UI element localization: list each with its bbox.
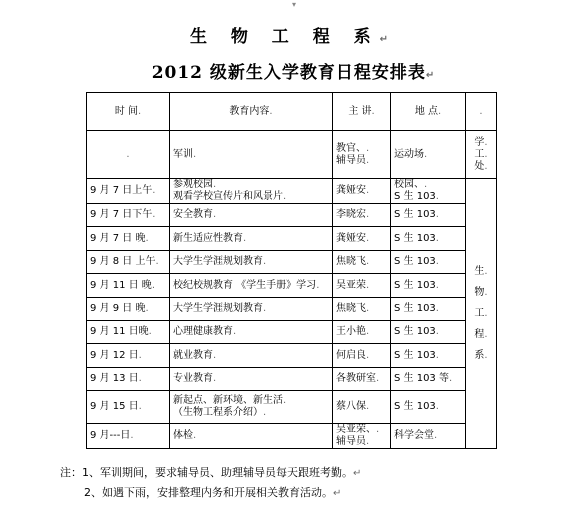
place-cell: S 生 103. <box>391 251 466 274</box>
content-cell: 就业教育. <box>170 344 333 368</box>
table-row <box>87 321 497 344</box>
speaker-cell: 王小艳. <box>333 321 391 344</box>
time-cell: 9 月 11 日晚. <box>87 321 170 344</box>
time-cell: 9 月 12 日. <box>87 344 170 368</box>
content-cell: 专业教育. <box>170 368 333 391</box>
table-row <box>87 298 497 321</box>
place-cell: 校园、. S 生 103. <box>391 179 466 204</box>
table-row <box>87 274 497 298</box>
content-cell: 安全教育. <box>170 204 333 227</box>
table-row <box>87 227 497 251</box>
content-cell: 大学生学涯规划教育. <box>170 251 333 274</box>
content-cell: 心理健康教育. <box>170 321 333 344</box>
paragraph-mark: ▾ <box>292 0 297 9</box>
content-cell: 校纪校规教育 《学生手册》学习. <box>170 274 333 298</box>
time-cell: 9 月 11 日 晚. <box>87 274 170 298</box>
table-row <box>87 424 497 449</box>
speaker-cell: 焦晓飞. <box>333 298 391 321</box>
table-row <box>87 251 497 274</box>
place-cell: S 生 103. <box>391 321 466 344</box>
table-row <box>87 179 497 204</box>
column-header: 主 讲. <box>333 93 391 131</box>
content-cell: 大学生学涯规划教育. <box>170 298 333 321</box>
notes <box>60 463 361 503</box>
content-cell: 新起点、新环境、新生活. （生物工程系介绍）. <box>170 391 333 424</box>
place-cell: S 生 103. <box>391 227 466 251</box>
content-cell: 体检. <box>170 424 333 449</box>
organizer-cell: 学. 工. 处. <box>466 131 497 179</box>
table-row <box>87 344 497 368</box>
time-cell: . <box>87 131 170 179</box>
speaker-cell: 焦晓飞. <box>333 251 391 274</box>
time-cell: 9 月 13 日. <box>87 368 170 391</box>
speaker-cell: 各教研室. <box>333 368 391 391</box>
place-cell: S 生 103. <box>391 298 466 321</box>
speaker-cell: 蔡八保. <box>333 391 391 424</box>
speaker-cell: 吴亚荣、. 辅导员. <box>333 424 391 449</box>
schedule-table <box>86 92 497 449</box>
speaker-cell: 李晓宏. <box>333 204 391 227</box>
organizer-cell: 生. 物. 工. 程. 系. <box>466 179 497 449</box>
content-cell: 军训. <box>170 131 333 179</box>
note-line-2: 2、如遇下雨，安排整理内务和开展相关教育活动。↵ <box>84 486 342 499</box>
place-cell: S 生 103. <box>391 344 466 368</box>
place-cell: S 生 103. <box>391 204 466 227</box>
schedule-title: 2012 级新生入学教育日程安排表↵ <box>151 63 436 83</box>
column-header: 教育内容. <box>170 93 333 131</box>
time-cell: 9 月---日. <box>87 424 170 449</box>
place-cell: 科学会堂. <box>391 424 466 449</box>
content-cell: 参观校园. 观看学校宣传片和风景片. <box>170 179 333 204</box>
speaker-cell: 龚娅安. <box>333 179 391 204</box>
speaker-cell: 吴亚荣. <box>333 274 391 298</box>
column-header: 时 间. <box>87 93 170 131</box>
speaker-cell: 龚娅安. <box>333 227 391 251</box>
speaker-cell: 何启良. <box>333 344 391 368</box>
place-cell: S 生 103. <box>391 391 466 424</box>
place-cell: S 生 103 等. <box>391 368 466 391</box>
table-row <box>87 391 497 424</box>
table-row <box>87 204 497 227</box>
time-cell: 9 月 7 日上午. <box>87 179 170 204</box>
header-row <box>87 93 497 131</box>
table-row <box>87 368 497 391</box>
time-cell: 9 月 7 日 晚. <box>87 227 170 251</box>
table-row <box>87 131 497 179</box>
place-cell: S 生 103. <box>391 274 466 298</box>
department-title: 生 物 工 程 系↵ <box>189 27 398 47</box>
place-cell: 运动场. <box>391 131 466 179</box>
time-cell: 9 月 15 日. <box>87 391 170 424</box>
time-cell: 9 月 8 日 上午. <box>87 251 170 274</box>
time-cell: 9 月 9 日 晚. <box>87 298 170 321</box>
column-header: . <box>466 93 497 131</box>
content-cell: 新生适应性教育. <box>170 227 333 251</box>
note-line-1: 注：1、军训期间，要求辅导员、助理辅导员每天跟班考勤。↵ <box>60 466 362 479</box>
time-cell: 9 月 7 日下午. <box>87 204 170 227</box>
speaker-cell: 教官、. 辅导员. <box>333 131 391 179</box>
column-header: 地 点. <box>391 93 466 131</box>
